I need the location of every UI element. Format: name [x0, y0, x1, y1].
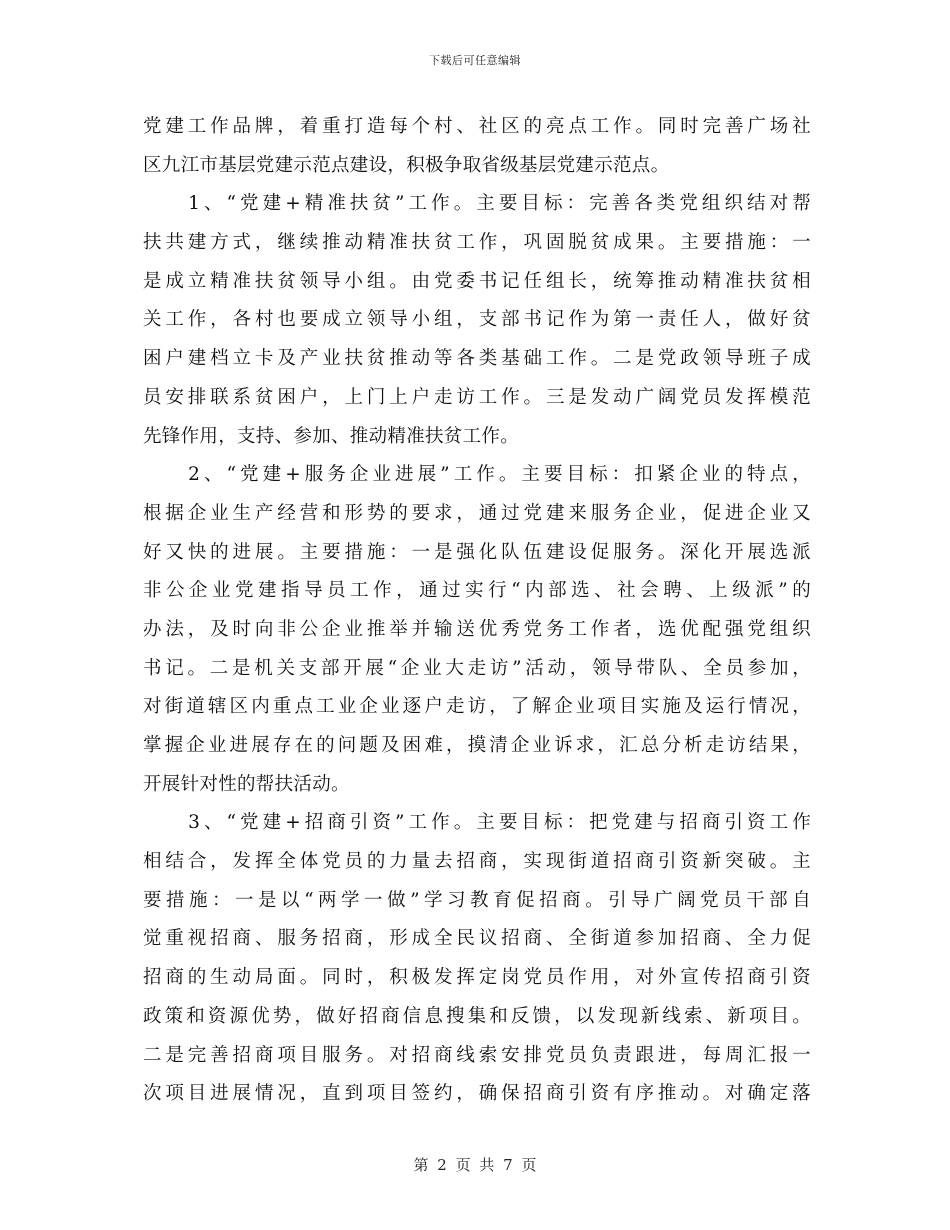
text-line: 关工作，各村也要成立领导小组，支部书记作为第一责任人，做好贫: [143, 309, 811, 331]
text-line: 书记。二是机关支部开展“企业大走访”活动，领导带队、全员参加，: [143, 657, 811, 679]
text-line: 觉重视招商、服务招商，形成全民议招商、全街道参加招商、全力促: [143, 928, 811, 950]
text-line: 3、“党建+招商引资”工作。主要目标：把党建与招商引资工作: [143, 812, 811, 834]
text-line: 政策和资源优势，做好招商信息搜集和反馈，以发现新线索、新项目。: [143, 1005, 811, 1027]
text-line: 相结合，发挥全体党员的力量去招商，实现街道招商引资新突破。主: [143, 851, 811, 873]
text-line: 1、“党建+精准扶贫”工作。主要目标：完善各类党组织结对帮: [143, 193, 811, 215]
document-body: [143, 108, 811, 1114]
text-line: 2、“党建+服务企业进展”工作。主要目标：扣紧企业的特点，: [143, 464, 811, 486]
page-header: 下载后可任意编辑: [429, 54, 521, 67]
text-line: 根据企业生产经营和形势的要求，通过党建来服务企业，促进企业又: [143, 502, 811, 524]
text-line: 招商的生动局面。同时，积极发挥定岗党员作用，对外宣传招商引资: [143, 967, 811, 989]
text-line: 开展针对性的帮扶活动。: [143, 773, 350, 795]
text-line: 员安排联系贫困户，上门上户走访工作。三是发动广阔党员发挥模范: [143, 386, 811, 408]
text-line: 二是完善招商项目服务。对招商线索安排党员负责跟进，每周汇报一: [143, 1044, 811, 1066]
text-line: 对街道辖区内重点工业企业逐户走访，了解企业项目实施及运行情况，: [143, 696, 811, 718]
text-line: 好又快的进展。主要措施：一是强化队伍建设促服务。深化开展选派: [143, 541, 811, 563]
text-line: 先锋作用，支持、参加、推动精准扶贫工作。: [143, 425, 520, 447]
text-line: 党建工作品牌，着重打造每个村、社区的亮点工作。同时完善广场社: [143, 116, 811, 137]
text-line: 困户建档立卡及产业扶贫推动等各类基础工作。二是党政领导班子成: [143, 348, 811, 370]
text-line: 非公企业党建指导员工作，通过实行“内部选、社会聘、上级派”的: [143, 580, 811, 602]
text-line: 扶共建方式，继续推动精准扶贫工作，巩固脱贫成果。主要措施：一: [143, 232, 811, 254]
text-line: 是成立精准扶贫领导小组。由党委书记任组长，统筹推动精准扶贫相: [143, 270, 811, 292]
text-line: 次项目进展情况，直到项目签约，确保招商引资有序推动。对确定落: [143, 1083, 811, 1105]
text-line: 区九江市基层党建示范点建设，积极争取省级基层党建示范点。: [143, 154, 670, 176]
page-number: 第 2 页 共 7 页: [413, 1156, 537, 1174]
text-line: 掌握企业进展存在的问题及困难，摸清企业诉求，汇总分析走访结果，: [143, 735, 811, 756]
text-line: 办法，及时向非公企业推举并输送优秀党务工作者，选优配强党组织: [143, 618, 811, 640]
text-line: 要措施：一是以“两学一做”学习教育促招商。引导广阔党员干部自: [143, 889, 811, 911]
